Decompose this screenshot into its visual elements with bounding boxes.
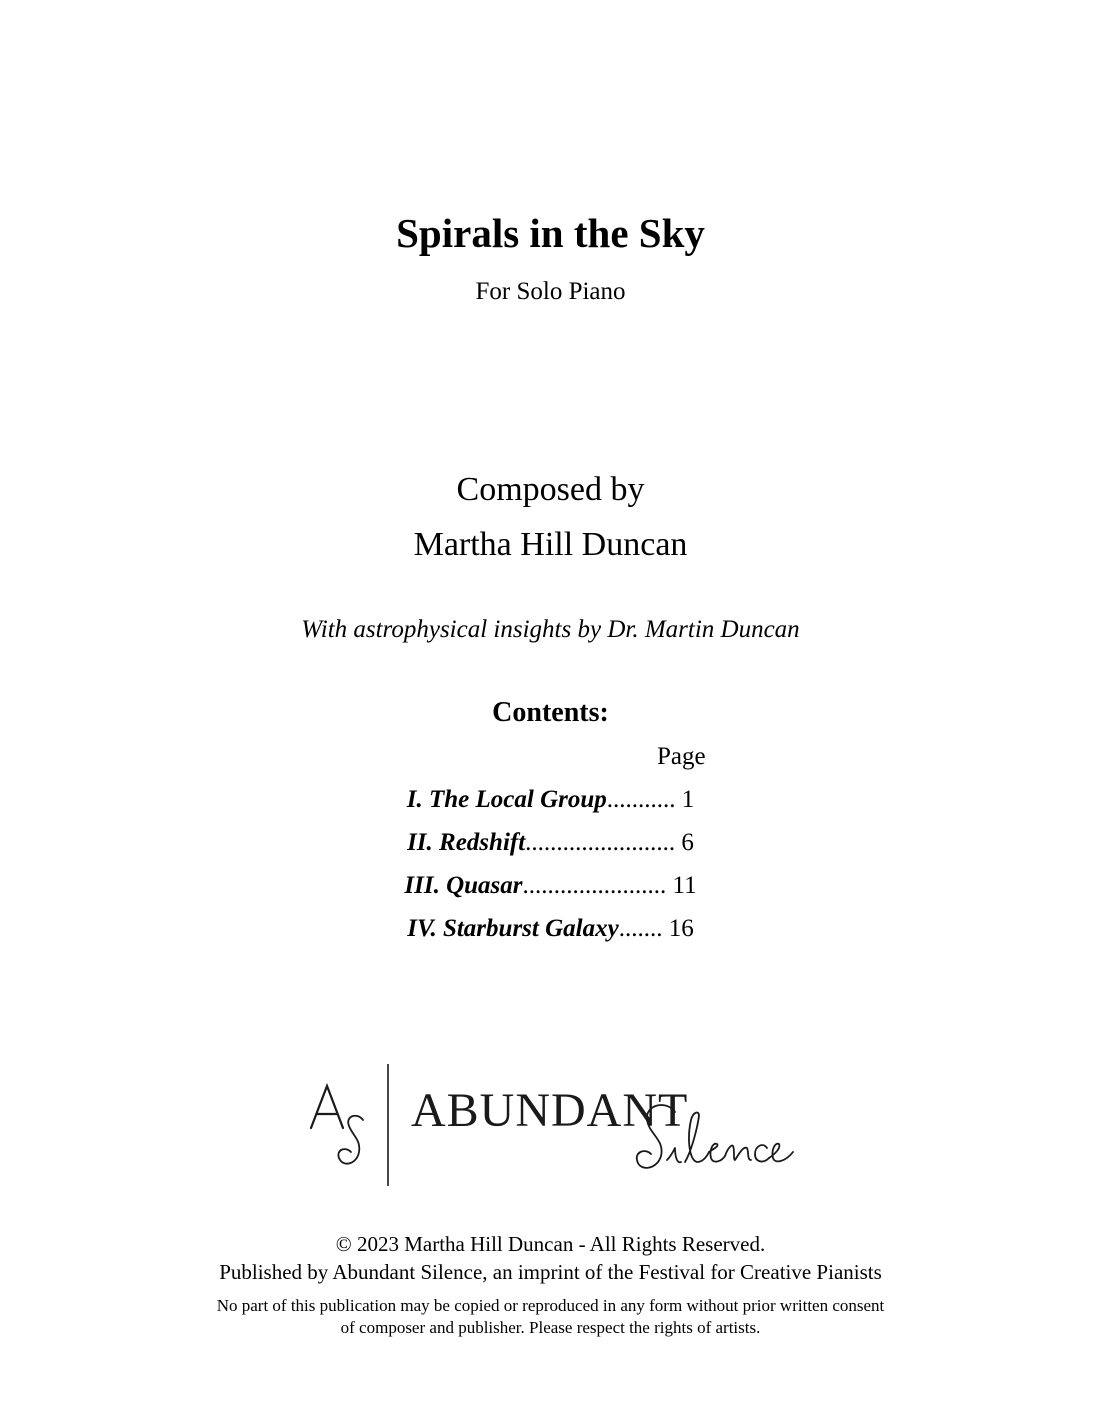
toc-item-page: 16: [668, 915, 694, 942]
toc-item-leader: .......................: [522, 872, 667, 899]
toc-item-leader: ........................: [525, 829, 676, 856]
page-title: Spirals in the Sky: [396, 210, 705, 256]
toc-item-title: III. Quasar: [404, 872, 523, 899]
toc-item-title: IV. Starburst Galaxy: [407, 915, 619, 942]
rights-notice-line-1: No part of this publication may be copied or reproduced in any form without prior written consent: [216, 1296, 885, 1315]
copyright-line: © 2023 Martha Hill Duncan - All Rights Reserved.: [335, 1232, 766, 1256]
page-column-label: Page: [657, 743, 706, 770]
insights-credit: With astrophysical insights by Dr. Martin Duncan: [301, 616, 800, 643]
toc-item-leader: .......: [618, 915, 663, 942]
subtitle: For Solo Piano: [475, 278, 626, 305]
contents-heading: Contents:: [492, 697, 609, 728]
toc-item-title: I. The Local Group: [406, 786, 607, 813]
composer-name: Martha Hill Duncan: [413, 526, 688, 563]
toc-item-page: 1: [681, 786, 695, 813]
toc-item: [0, 785, 1101, 815]
toc-item: [0, 828, 1101, 858]
toc-item: [0, 914, 1101, 944]
toc-item: [0, 871, 1101, 901]
toc-item-leader: ...........: [606, 786, 676, 813]
composed-by-label: Composed by: [456, 471, 645, 508]
toc-item-page: 11: [672, 872, 697, 899]
logo-wordmark: ABUNDANT: [411, 1084, 689, 1137]
publisher-logo: [305, 1060, 805, 1190]
toc-item-title: II. Redshift: [407, 829, 526, 856]
logo-monogram-a-icon: [311, 1086, 343, 1128]
rights-notice-line-2: of composer and publisher. Please respect the rights of artists.: [340, 1318, 761, 1337]
toc-item-page: 6: [681, 829, 694, 856]
publisher-line: Published by Abundant Silence, an imprint of the Festival for Creative Pianists: [219, 1260, 882, 1284]
